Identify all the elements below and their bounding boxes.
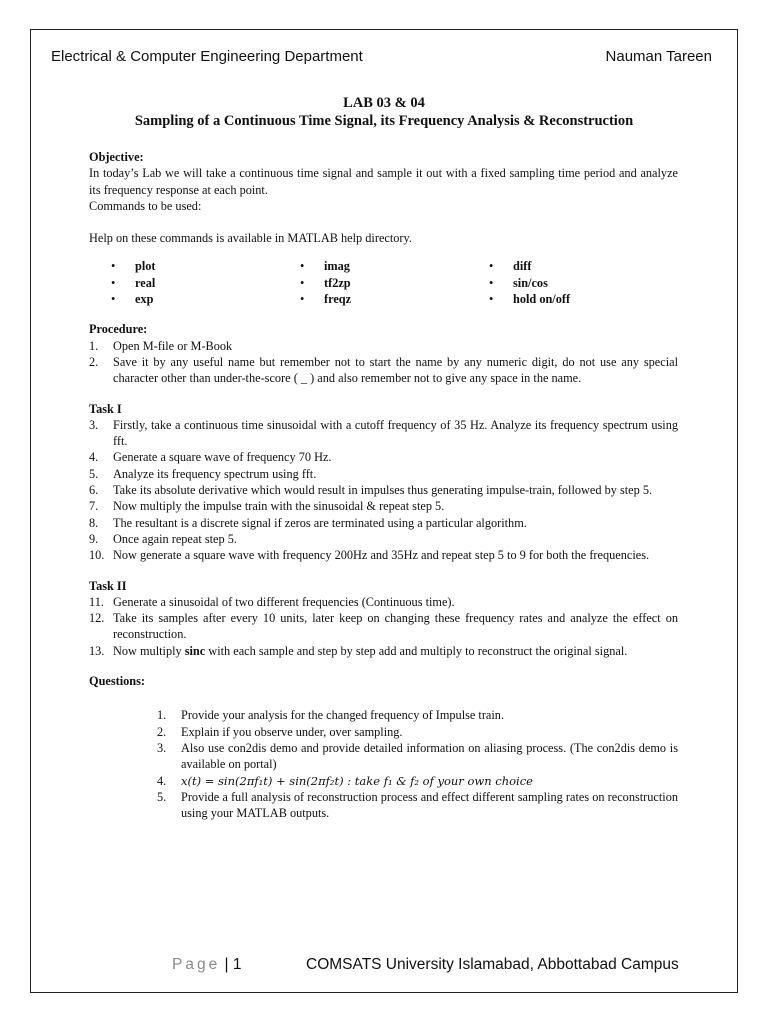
list-item: 9. Once again repeat step 5. — [89, 531, 237, 546]
title-block — [40, 94, 728, 130]
list-item: 5. Analyze its frequency spectrum using fft. — [89, 466, 317, 481]
list-item: 12. Take its samples after every 10 units, later keep on changing these frequency rates and analyze the effect on reconstruction. — [89, 611, 678, 642]
commands-column-2 — [300, 258, 489, 307]
command-item: • hold on/off — [489, 291, 678, 307]
task2-list — [89, 594, 678, 659]
header-department: Electrical & Computer Engineering Department — [51, 48, 363, 65]
objective-text: In today’s Lab we will take a continuous time signal and sample it out with a fixed sampling time period and analyze its frequency response at each point. — [89, 166, 678, 197]
commands-list — [89, 258, 678, 307]
lab-title: LAB 03 & 04 — [343, 95, 425, 111]
list-item: 2. Explain if you observe under, over sampling. — [157, 724, 403, 739]
command-item: • plot — [111, 258, 300, 274]
page-num: 1 — [232, 956, 242, 973]
command-item: • real — [111, 275, 300, 291]
command-item: • exp — [111, 291, 300, 307]
list-item: 1. Provide your analysis for the changed frequency of Impulse train. — [157, 708, 505, 723]
list-item: 13. Now multiply sinc with each sample and step by step add and multiply to reconstruct the original signal. — [89, 643, 628, 658]
task1-heading: Task I — [89, 401, 122, 416]
command-item: • diff — [489, 258, 678, 274]
list-item: 3. Also use con2dis demo and provide detailed information on aliasing process. (The con2dis demo is available on portal) — [157, 740, 678, 772]
list-item: 6. Take its absolute derivative which would result in impulses thus generating impulse-train, followed by step 5. — [89, 483, 653, 498]
page-word: Page — [172, 956, 221, 973]
command-item: • tf2zp — [300, 275, 489, 291]
procedure-list — [89, 338, 678, 387]
list-item: 3. Firstly, take a continuous time sinusoidal with a cutoff frequency of 35 Hz. Analyze its frequency spectrum using fft. — [89, 417, 678, 449]
list-item: 4. Generate a square wave of frequency 70 Hz. — [89, 450, 332, 465]
commands-column-3 — [489, 258, 678, 307]
commands-column-1 — [111, 258, 300, 307]
lab-subtitle: Sampling of a Continuous Time Signal, its Frequency Analysis & Reconstruction — [134, 113, 634, 129]
sinc-keyword: sinc — [184, 643, 206, 658]
commands-line: Commands to be used: — [89, 198, 202, 213]
list-item: 10. Now generate a square wave with frequency 200Hz and 35Hz and repeat step 5 to 9 for both the frequencies. — [89, 548, 650, 563]
procedure-heading: Procedure: — [89, 322, 148, 337]
task1-list — [89, 417, 678, 564]
footer-institution: COMSATS University Islamabad, Abbottabad Campus — [306, 956, 679, 973]
header-author: Nauman Tareen — [605, 48, 712, 65]
list-item: 7. Now multiply the impulse train with the sinusoidal & repeat step 5. — [89, 499, 445, 514]
footer-page-number — [172, 956, 241, 974]
command-item: • sin/cos — [489, 275, 678, 291]
help-line: Help on these commands is available in MATLAB help directory. — [89, 231, 412, 246]
objective-heading: Objective: — [89, 150, 144, 164]
document-body — [89, 149, 678, 821]
questions-list — [89, 707, 678, 821]
list-item: 4. x(t) = sin(2πf₁t) + sin(2πf₂t) : take f₁ & f₂ of your own choice — [157, 773, 533, 788]
task2-heading: Task II — [89, 578, 127, 593]
list-item: 5. Provide a full analysis of reconstruction process and effect different sampling rates on reconstruction using your MATLAB outputs. — [157, 789, 678, 821]
page-separator: | — [224, 956, 229, 973]
questions-heading: Questions: — [89, 674, 146, 689]
formula: x(t) = sin(2πf₁t) + sin(2πf₂t) : take f₁ & f₂ of your own choice — [181, 773, 533, 788]
command-item: • imag — [300, 258, 489, 274]
command-item: • freqz — [300, 291, 489, 307]
list-item: 1. Open M-file or M-Book — [89, 338, 233, 353]
list-item: 2. Save it by any useful name but remember not to start the name by any numeric digit, do not use any special character other than under-the-score ( _ ) and also remember not to give any space in the name. — [89, 354, 678, 386]
list-item: 11. Generate a sinusoidal of two different frequencies (Continuous time). — [89, 594, 455, 609]
list-item: 8. The resultant is a discrete signal if zeros are terminated using a particular algorithm. — [89, 515, 527, 530]
